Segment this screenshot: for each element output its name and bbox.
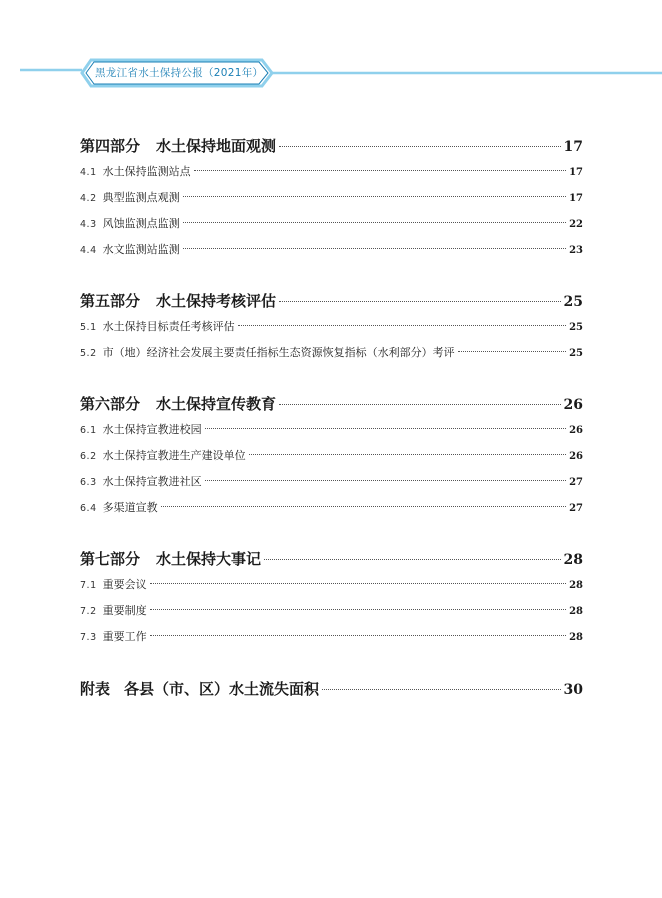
toc-entry-number: 5.2 bbox=[80, 348, 97, 359]
toc-entry-number: 6.4 bbox=[80, 503, 97, 514]
toc-subsection[interactable] bbox=[80, 237, 583, 263]
toc-subsection[interactable] bbox=[80, 624, 583, 650]
toc-entry-number: 4.4 bbox=[80, 245, 97, 256]
toc-section bbox=[80, 392, 583, 521]
toc-entry-label bbox=[80, 340, 455, 367]
toc-entry-label bbox=[80, 547, 261, 572]
toc-appendix[interactable] bbox=[80, 676, 583, 702]
toc-entry-label bbox=[80, 572, 147, 599]
toc-entry-label bbox=[80, 417, 202, 444]
toc-page-number: 28 bbox=[569, 606, 583, 617]
dot-leader bbox=[249, 453, 566, 455]
toc-entry-title: 重要会议 bbox=[102, 578, 147, 591]
dot-leader bbox=[205, 479, 566, 481]
toc-subsection[interactable] bbox=[80, 185, 583, 211]
toc-entry-title: 重要制度 bbox=[102, 604, 147, 617]
dot-leader bbox=[183, 247, 566, 249]
toc-entry-title: 水土保持目标责任考核评估 bbox=[102, 320, 235, 333]
toc-page-number: 30 bbox=[563, 682, 583, 698]
dot-leader bbox=[194, 169, 566, 171]
dot-leader bbox=[322, 688, 560, 690]
toc-page-number: 25 bbox=[569, 348, 583, 359]
dot-leader bbox=[205, 427, 566, 429]
toc-page-number: 26 bbox=[569, 451, 583, 462]
toc-page-number: 23 bbox=[569, 245, 583, 256]
dot-leader bbox=[150, 582, 566, 584]
dot-leader bbox=[183, 195, 566, 197]
toc-subsection[interactable] bbox=[80, 211, 583, 237]
toc-entry-number: 第六部分 bbox=[80, 395, 141, 413]
toc-entry-label bbox=[80, 289, 276, 314]
header-decoration bbox=[0, 0, 662, 110]
toc-part-heading[interactable] bbox=[80, 134, 583, 159]
toc-entry-title: 各县（市、区）水土流失面积 bbox=[124, 680, 320, 698]
toc-entry-title: 水土保持大事记 bbox=[156, 550, 262, 568]
toc-section bbox=[80, 289, 583, 366]
toc-page-number: 26 bbox=[563, 397, 583, 413]
toc-entry-label bbox=[80, 314, 235, 341]
toc-page-number: 27 bbox=[569, 477, 583, 488]
toc-entry-label bbox=[80, 159, 191, 186]
toc-entry-label bbox=[80, 495, 158, 522]
toc-entry-number: 第四部分 bbox=[80, 137, 141, 155]
toc-subsection[interactable] bbox=[80, 495, 583, 521]
dot-leader bbox=[150, 634, 566, 636]
toc-page-number: 25 bbox=[563, 294, 583, 310]
dot-leader bbox=[238, 324, 566, 326]
toc-part-heading[interactable] bbox=[80, 289, 583, 314]
toc-entry-title: 水土保持监测站点 bbox=[102, 165, 191, 178]
toc-subsection[interactable] bbox=[80, 598, 583, 624]
toc-page-number: 22 bbox=[569, 219, 583, 230]
toc-entry-number: 4.3 bbox=[80, 219, 97, 230]
toc-entry-number: 附表 bbox=[80, 680, 111, 698]
toc-entry-title: 水土保持宣教进校园 bbox=[102, 423, 202, 436]
toc-entry-number: 第五部分 bbox=[80, 292, 141, 310]
toc-entry-label bbox=[80, 134, 276, 159]
toc-page-number: 17 bbox=[563, 139, 583, 155]
toc-entry-label bbox=[80, 676, 319, 702]
toc-entry-number: 5.1 bbox=[80, 322, 97, 333]
toc-section bbox=[80, 547, 583, 650]
toc-entry-title: 市（地）经济社会发展主要责任指标生态资源恢复指标（水利部分）考评 bbox=[102, 346, 455, 359]
toc-subsection[interactable] bbox=[80, 469, 583, 495]
toc-subsection[interactable] bbox=[80, 417, 583, 443]
table-of-contents bbox=[80, 134, 583, 702]
toc-entry-title: 水土保持地面观测 bbox=[156, 137, 277, 155]
toc-entry-label bbox=[80, 211, 180, 238]
toc-entry-title: 水土保持宣传教育 bbox=[156, 395, 277, 413]
dot-leader bbox=[279, 403, 560, 405]
toc-entry-number: 7.2 bbox=[80, 606, 97, 617]
toc-entry-label bbox=[80, 443, 246, 470]
toc-part-heading[interactable] bbox=[80, 392, 583, 417]
toc-entry-number: 6.1 bbox=[80, 425, 97, 436]
dot-leader bbox=[279, 300, 560, 302]
toc-subsection[interactable] bbox=[80, 314, 583, 340]
dot-leader bbox=[264, 558, 560, 560]
toc-entry-number: 7.1 bbox=[80, 580, 97, 591]
toc-entry-title: 风蚀监测点监测 bbox=[102, 217, 180, 230]
toc-entry-title: 水土保持考核评估 bbox=[156, 292, 277, 310]
toc-entry-label bbox=[80, 469, 202, 496]
toc-entry-title: 重要工作 bbox=[102, 630, 147, 643]
toc-page-number: 28 bbox=[569, 632, 583, 643]
toc-entry-title: 水文监测站监测 bbox=[102, 243, 180, 256]
toc-entry-number: 4.1 bbox=[80, 167, 97, 178]
toc-subsection[interactable] bbox=[80, 340, 583, 366]
page-header bbox=[0, 0, 662, 110]
toc-section bbox=[80, 134, 583, 263]
toc-page-number: 26 bbox=[569, 425, 583, 436]
toc-subsection[interactable] bbox=[80, 572, 583, 598]
toc-entry-number: 6.2 bbox=[80, 451, 97, 462]
toc-entry-label bbox=[80, 624, 147, 651]
toc-entry-title: 典型监测点观测 bbox=[102, 191, 180, 204]
toc-page-number: 17 bbox=[569, 193, 583, 204]
toc-entry-label bbox=[80, 185, 180, 212]
toc-entry-number: 6.3 bbox=[80, 477, 97, 488]
publication-title: 黑龙江省水土保持公报（2021年） bbox=[95, 67, 264, 79]
toc-entry-number: 4.2 bbox=[80, 193, 97, 204]
dot-leader bbox=[458, 350, 566, 352]
toc-entry-title: 多渠道宣教 bbox=[102, 501, 158, 514]
toc-entry-label bbox=[80, 237, 180, 264]
dot-leader bbox=[183, 221, 566, 223]
toc-entry-label bbox=[80, 392, 276, 417]
toc-subsection[interactable] bbox=[80, 159, 583, 185]
toc-subsection[interactable] bbox=[80, 443, 583, 469]
toc-entry-title: 水土保持宣教进生产建设单位 bbox=[102, 449, 246, 462]
toc-entry-label bbox=[80, 598, 147, 625]
toc-page-number: 17 bbox=[569, 167, 583, 178]
toc-page-number: 28 bbox=[569, 580, 583, 591]
toc-entry-number: 7.3 bbox=[80, 632, 97, 643]
toc-page-number: 25 bbox=[569, 322, 583, 333]
toc-entry-title: 水土保持宣教进社区 bbox=[102, 475, 202, 488]
dot-leader bbox=[150, 608, 566, 610]
toc-page-number: 28 bbox=[563, 552, 583, 568]
toc-page-number: 27 bbox=[569, 503, 583, 514]
toc-entry-number: 第七部分 bbox=[80, 550, 141, 568]
dot-leader bbox=[279, 145, 560, 147]
toc-part-heading[interactable] bbox=[80, 547, 583, 572]
dot-leader bbox=[161, 505, 566, 507]
